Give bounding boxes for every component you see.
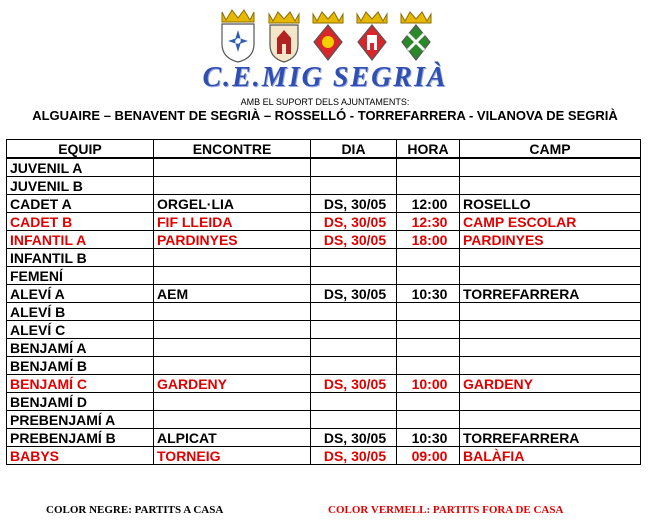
cell-dia bbox=[311, 177, 397, 195]
cell-camp: TORREFARRERA bbox=[460, 429, 641, 447]
cell-encontre bbox=[154, 158, 311, 177]
cell-dia bbox=[311, 267, 397, 285]
cell-encontre: ORGEL·LIA bbox=[154, 195, 311, 213]
cell-encontre bbox=[154, 357, 311, 375]
cell-equip: BENJAMÍ A bbox=[7, 339, 154, 357]
cell-dia: DS, 30/05 bbox=[311, 375, 397, 393]
cell-equip: INFANTIL A bbox=[7, 231, 154, 249]
table-row bbox=[7, 321, 641, 339]
cell-equip: JUVENIL B bbox=[7, 177, 154, 195]
cell-camp bbox=[460, 177, 641, 195]
cell-hora: 18:00 bbox=[397, 231, 460, 249]
table-row bbox=[7, 158, 641, 177]
cell-encontre: PARDINYES bbox=[154, 231, 311, 249]
cell-equip: ALEVÍ C bbox=[7, 321, 154, 339]
table-row bbox=[7, 213, 641, 231]
cell-dia: DS, 30/05 bbox=[311, 213, 397, 231]
cell-equip: BENJAMÍ D bbox=[7, 393, 154, 411]
cell-camp bbox=[460, 357, 641, 375]
table-row bbox=[7, 285, 641, 303]
benavent-crest bbox=[264, 8, 304, 64]
table-row bbox=[7, 267, 641, 285]
cell-hora bbox=[397, 249, 460, 267]
cell-dia: DS, 30/05 bbox=[311, 231, 397, 249]
cell-camp: GARDENY bbox=[460, 375, 641, 393]
header-encontre: ENCONTRE bbox=[154, 140, 311, 159]
cell-hora bbox=[397, 303, 460, 321]
cell-dia bbox=[311, 357, 397, 375]
cell-equip: ALEVÍ B bbox=[7, 303, 154, 321]
legend-away: COLOR VERMELL: PARTITS FORA DE CASA bbox=[328, 504, 564, 516]
cell-camp bbox=[460, 339, 641, 357]
cell-encontre bbox=[154, 177, 311, 195]
cell-camp bbox=[460, 267, 641, 285]
cell-equip: PREBENJAMÍ A bbox=[7, 411, 154, 429]
table-row bbox=[7, 249, 641, 267]
table-row bbox=[7, 177, 641, 195]
cell-hora: 10:00 bbox=[397, 375, 460, 393]
table-row bbox=[7, 447, 641, 465]
table-row bbox=[7, 429, 641, 447]
cell-equip: FEMENÍ bbox=[7, 267, 154, 285]
table-row bbox=[7, 375, 641, 393]
header-camp: CAMP bbox=[460, 140, 641, 159]
cell-camp bbox=[460, 158, 641, 177]
cell-equip: BENJAMÍ B bbox=[7, 357, 154, 375]
torrefarrera-crest bbox=[352, 8, 392, 64]
cell-encontre bbox=[154, 339, 311, 357]
cell-hora: 12:00 bbox=[397, 195, 460, 213]
table-row bbox=[7, 411, 641, 429]
cell-hora bbox=[397, 339, 460, 357]
cell-encontre: ALPICAT bbox=[154, 429, 311, 447]
table-row bbox=[7, 231, 641, 249]
cell-encontre bbox=[154, 249, 311, 267]
cell-camp: BALÀFIA bbox=[460, 447, 641, 465]
cell-equip: CADET B bbox=[7, 213, 154, 231]
rossello-crest bbox=[308, 8, 348, 64]
cell-dia bbox=[311, 249, 397, 267]
cell-camp bbox=[460, 249, 641, 267]
cell-camp bbox=[460, 303, 641, 321]
table-row bbox=[7, 393, 641, 411]
cell-encontre: AEM bbox=[154, 285, 311, 303]
cell-hora: 10:30 bbox=[397, 285, 460, 303]
cell-equip: JUVENIL A bbox=[7, 158, 154, 177]
cell-dia bbox=[311, 393, 397, 411]
cell-hora: 09:00 bbox=[397, 447, 460, 465]
cell-dia: DS, 30/05 bbox=[311, 195, 397, 213]
cell-hora: 12:30 bbox=[397, 213, 460, 231]
cell-hora: 10:30 bbox=[397, 429, 460, 447]
cell-camp: PARDINYES bbox=[460, 231, 641, 249]
cell-dia bbox=[311, 411, 397, 429]
table-header-row bbox=[7, 140, 641, 159]
header-hora: HORA bbox=[397, 140, 460, 159]
legend-home: COLOR NEGRE: PARTITS A CASA bbox=[46, 504, 224, 516]
header-dia: DIA bbox=[311, 140, 397, 159]
cell-camp bbox=[460, 411, 641, 429]
cell-hora bbox=[397, 321, 460, 339]
header-equip: EQUIP bbox=[7, 140, 154, 159]
cell-dia: DS, 30/05 bbox=[311, 447, 397, 465]
cell-camp bbox=[460, 393, 641, 411]
table-row bbox=[7, 303, 641, 321]
cell-equip: BENJAMÍ C bbox=[7, 375, 154, 393]
cell-encontre bbox=[154, 393, 311, 411]
cell-camp: ROSELLO bbox=[460, 195, 641, 213]
cell-dia bbox=[311, 339, 397, 357]
table-row bbox=[7, 339, 641, 357]
cell-encontre: GARDENY bbox=[154, 375, 311, 393]
cell-hora bbox=[397, 267, 460, 285]
cell-encontre: FIF LLEIDA bbox=[154, 213, 311, 231]
cell-dia bbox=[311, 303, 397, 321]
cell-hora bbox=[397, 158, 460, 177]
cell-dia bbox=[311, 321, 397, 339]
alguaire-crest bbox=[216, 8, 260, 64]
municipal-crests bbox=[0, 4, 650, 64]
cell-camp: CAMP ESCOLAR bbox=[460, 213, 641, 231]
cell-camp: TORREFARRERA bbox=[460, 285, 641, 303]
table-row bbox=[7, 195, 641, 213]
cell-dia: DS, 30/05 bbox=[311, 429, 397, 447]
table-row bbox=[7, 357, 641, 375]
cell-equip: ALEVÍ A bbox=[7, 285, 154, 303]
vilanova-crest bbox=[396, 8, 436, 64]
towns-line: ALGUAIRE – BENAVENT DE SEGRIÀ – ROSSELLÓ - TORREFARRERA - VILANOVA DE SEGRIÀ bbox=[32, 108, 618, 123]
club-title: C.E.MIG SEGRIÀ bbox=[202, 62, 448, 93]
schedule-table bbox=[6, 139, 641, 465]
cell-equip: CADET A bbox=[7, 195, 154, 213]
cell-encontre: TORNEIG bbox=[154, 447, 311, 465]
cell-camp bbox=[460, 321, 641, 339]
cell-hora bbox=[397, 411, 460, 429]
cell-equip: BABYS bbox=[7, 447, 154, 465]
cell-dia: DS, 30/05 bbox=[311, 285, 397, 303]
cell-hora bbox=[397, 177, 460, 195]
cell-equip: PREBENJAMÍ B bbox=[7, 429, 154, 447]
cell-encontre bbox=[154, 303, 311, 321]
cell-encontre bbox=[154, 411, 311, 429]
cell-encontre bbox=[154, 321, 311, 339]
cell-hora bbox=[397, 393, 460, 411]
cell-hora bbox=[397, 357, 460, 375]
cell-encontre bbox=[154, 267, 311, 285]
cell-dia bbox=[311, 158, 397, 177]
cell-equip: INFANTIL B bbox=[7, 249, 154, 267]
support-line: AMB EL SUPORT DELS AJUNTAMENTS: bbox=[240, 97, 410, 107]
